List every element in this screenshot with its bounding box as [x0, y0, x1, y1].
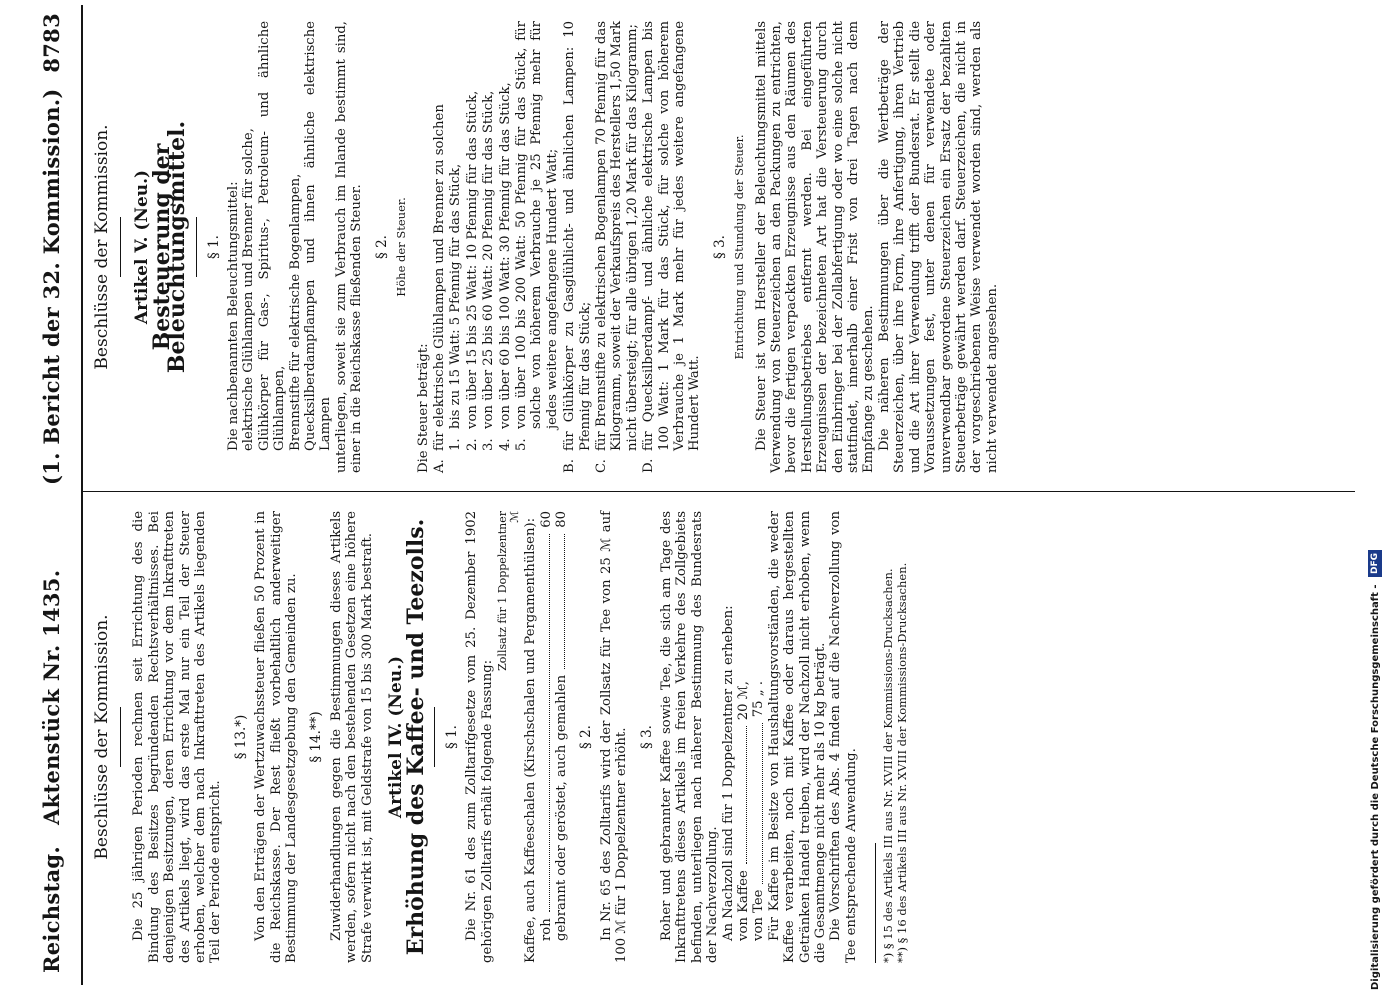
section-heading: § 2. — [578, 725, 595, 749]
article-heading: Artikel V. (Neu.) — [132, 169, 153, 325]
article-rule — [434, 707, 435, 767]
digitization-credit — [1366, 10, 1383, 990]
rotated-page — [25, 5, 1375, 985]
rate-heading-text: Zollsatz für 1 Doppelzentner — [496, 511, 510, 671]
tax-group — [641, 21, 703, 473]
credit-text: Digitalisierung gefördert durch die Deutsche Forschungsgemeinschaft - — [1370, 584, 1381, 990]
list-item-text: bis zu 15 Watt: 5 Pfennig für das Stück, — [448, 163, 464, 429]
list-item-number: 3. — [481, 438, 497, 451]
lighting-list — [241, 21, 333, 473]
section-heading: § 3. — [638, 725, 655, 749]
paragraph: Von den Erträgen der Wertzuwachssteuer fließen 50 Prozent in die Reichskasse. Der Rest fließt vorbehaltlich anderweitiger Bestimmung der Landesgesetzgebung den Gemeinden zu. — [253, 511, 300, 963]
tax-group-label: A. — [431, 459, 447, 473]
paragraph: Die Steuer beträgt: — [415, 343, 431, 473]
list-item-text: von über 60 bis 100 Watt: 30 Pfennig für das Stück, — [497, 82, 513, 429]
list-item — [465, 21, 480, 451]
tax-group — [562, 21, 593, 473]
tariff-row-value: 60 — [538, 511, 554, 528]
nachzoll-label: von Tee — [751, 889, 767, 941]
tariff-item-label: Kaffee, auch Kaffeeschalen (Kirschschalen und Pergamenthülsen): — [523, 517, 539, 963]
paragraph: Die 25 jährigen Perioden rechnen seit Errichtung des die Bindung des Besitzes begründenden Rechtsverhältnisses. Bei denjenigen Besitzungen, deren Errichtung vor dem Inkrafttreten des Artikels liegt, wird das erste Mal nur ein Teil der Steuer erhoben, welcher dem nach Inkrafttreten des Artikels liegenden Teil der Periode entspricht. — [131, 511, 224, 963]
tax-group-text: für Brennstifte zu elektrischen Bogenlampen 70 Pfennig für das Kilogramm, soweit der Verkaufspreis des Herstellers 1,50 Mark nicht übersteigt; für alle übrigen 1,20 Mark für das Kilogramm; — [593, 21, 640, 451]
list-item: elektrische Glühlampen und Brenner für solche, — [241, 128, 257, 451]
list-item-number: 2. — [464, 438, 480, 451]
paragraph: Roher und gebrannter Kaffee sowie Tee, die sich am Tage des Inkrafttretens dieses Artikels im freien Verkehre des Zollgebiets befinden, unterliegen nach näherer Bestimmung des Bundesrats der Nachverzollung. — [658, 511, 721, 963]
list-item — [481, 21, 496, 451]
tax-group-text: für Quecksilberdampf- und ähnliche elektrische Lampen bis 100 Watt: 1 Mark für das Stück, für solche von höherem Verbrauche je 1 Mark mehr für jedes weitere angefangene Hundert Watt. — [641, 21, 703, 451]
tax-group-text: für elektrische Glühlampen und Brenner zu solchen — [431, 104, 447, 451]
rate-unit: ℳ — [508, 511, 522, 523]
nachzoll-row — [751, 681, 766, 963]
tax-group — [594, 21, 640, 473]
paragraph: Die näheren Bestimmungen über die Wertbeträge der Steuerzeichen, über ihre Form, ihre Anfertigung, ihren Vertrieb und die Art ihrer Verwendung trifft der Bundesrat. Er stellt die Voraussetzungen fest, unter denen für verwendete oder unverwendbar gewordene Steuerzeichen ein Ersatz der bezahlten Steuerbeträge gewährt werden darf. Steuerzeichen, die nicht in der vorgeschriebenen Weise verwendet worden sind, werden als nicht verwendet angesehen. — [876, 21, 1000, 473]
tax-group-label: B. — [562, 459, 578, 473]
caption-rule — [120, 707, 121, 767]
column-caption: Beschlüsse der Kommission. — [92, 614, 112, 860]
section-heading: § 14.**) — [308, 711, 325, 763]
header-reichstag: Reichstag. — [39, 846, 64, 973]
list-item: Quecksilberdampflampen und ihnen ähnliche elektrische Lampen — [303, 21, 334, 451]
paragraph: In Nr. 65 des Zolltarifs wird der Zollsatz für Tee von 25 ℳ auf 100 ℳ für 1 Doppelzentner erhöht. — [598, 511, 630, 963]
section-heading: § 1. — [205, 235, 222, 259]
paragraph: Die Vorschriften des Abs. 4 finden auf die Nachverzollung von Tee entsprechende Anwendung. — [828, 511, 859, 963]
rate-column-heading — [497, 511, 521, 963]
paragraph: Für Kaffee im Besitze von Haushaltungsvorständen, die weder Kaffee verarbeiten, noch mit Kaffee oder daraus hergestellten Getränken Handel treiben, wird der Nachzoll nicht erhoben, wenn die Gesamtmenge nicht mehr als 10 kg beträgt. — [766, 511, 829, 963]
dot-leader — [751, 723, 762, 883]
list-item-number: 1. — [448, 438, 464, 451]
list-item-number: 5. — [513, 438, 529, 451]
list-item-text: von über 100 bis 200 Watt: 50 Pfennig für das Stück, für solche von höherem Verbrauche je 25 Pfennig mehr für jedes weitere angefangene Hundert Watt; — [513, 21, 560, 429]
list-item-text: von über 25 bis 60 Watt: 20 Pfennig für das Stück, — [481, 90, 497, 429]
caption-rule — [120, 217, 121, 277]
list-item-text: von über 15 bis 25 Watt: 10 Pfennig für das Stück, — [464, 90, 480, 429]
section-heading: § 13.*) — [232, 714, 249, 760]
section-heading: § 1. — [443, 725, 460, 749]
dot-leader — [736, 726, 747, 864]
footnote-rule — [875, 843, 876, 963]
credit-line — [1366, 10, 1383, 990]
dfg-logo: DFG — [1368, 550, 1382, 577]
column-caption: Beschlüsse der Kommission. — [92, 124, 112, 370]
paragraph: unterliegen, soweit sie zum Verbrauch im Inlande bestimmt sind, einer in die Reichskasse fließenden Steuer. — [333, 21, 365, 473]
section-subheading: Entrichtung und Stundung der Steuer. — [732, 134, 747, 360]
tax-group-body — [432, 21, 561, 451]
article-rule — [196, 217, 197, 277]
section-heading: § 2. — [373, 235, 390, 259]
section-subheading: Höhe der Steuer. — [394, 197, 409, 297]
paragraph: Die nachbenannten Beleuchtungsmittel: — [226, 181, 242, 451]
tariff-row-label: gebrannt oder geröstet, auch gemahlen — [553, 674, 569, 941]
header-aktenstueck: Aktenstück Nr. 1435. — [39, 569, 64, 825]
tax-group-label: D. — [641, 458, 657, 473]
footnote: *) § 15 des Artikels III aus Nr. XVIII der Kommissions-Drucksachen. — [881, 568, 896, 963]
tariff-row-value: 80 — [553, 511, 569, 528]
left-column — [91, 511, 909, 963]
section-heading: § 3. — [711, 235, 728, 259]
dot-leader — [554, 534, 565, 669]
paragraph: Die Nr. 61 des zum Zolltarifgesetze vom 25. Dezember 1902 gehörigen Zolltarifs erhält folgende Fassung: — [464, 511, 495, 963]
tax-group-label: C. — [593, 459, 609, 473]
article-title: Besteuerung der Beleuchtungsmittel. — [148, 120, 191, 374]
column-divider — [83, 491, 1355, 492]
paragraph: An Nachzoll sind für 1 Doppelzentner zu erheben: — [720, 605, 736, 941]
tax-group-text: für Glühkörper zu Gasglühlicht- und ähnlichen Lampen: 10 Pfennig für das Stück; — [562, 21, 593, 451]
tax-group — [432, 21, 561, 473]
article-heading: Artikel IV. (Neu.) — [386, 655, 407, 819]
list-item — [448, 21, 463, 451]
page-number: 8783 — [39, 13, 64, 73]
article-title: Erhöhung des Kaffee- und Teezolls. — [402, 518, 429, 956]
list-item: Brennstifte für elektrische Bogenlampen, — [287, 173, 303, 451]
tariff-row — [554, 511, 569, 963]
list-item — [498, 21, 513, 451]
paragraph: Die Steuer ist vom Hersteller der Beleuchtungsmittel mittels Verwendung von Steuerzeichen an den Packungen zu entrichten, bevor die fertigen verpackten Erzeugnisse aus den Räumen des Herstellungsbetriebes entfernt werden. Bei eingeführten Erzeugnissen der bezeichneten Art hat die Versteuerung durch den Einbringer bei der Zollabfertigung oder wo eine solche nicht stattfindet, innerhalb einer Frist von drei Tagen nach dem Empfange zu geschehen. — [753, 21, 877, 473]
nachzoll-row — [736, 681, 751, 963]
page-header — [25, 5, 83, 985]
paragraph: Zuwiderhandlungen gegen die Bestimmungen dieses Artikels werden, sofern nicht nach den bestehenden Gesetzen eine höhere Strafe verwirkt ist, mit Geldstrafe von 15 bis 300 Mark bestraft. — [328, 511, 375, 963]
list-item-number: 4. — [497, 438, 513, 451]
list-item: Glühkörper für Gas-, Spiritus-, Petroleum- und ähnliche Glühlampen, — [256, 21, 288, 451]
list-item — [514, 21, 560, 451]
nachzoll-label: von Kaffee — [736, 870, 751, 941]
nachzoll-value: 75 „ . — [751, 681, 767, 718]
right-column — [91, 21, 1000, 473]
dot-leader — [539, 534, 550, 912]
footnote: **) § 16 des Artikels III aus Nr. XVIII der Kommissions-Drucksachen. — [894, 562, 909, 963]
tariff-row — [539, 511, 554, 963]
tariff-row-label: roh — [538, 918, 554, 941]
header-bericht: (1. Bericht der 32. Kommission.) — [39, 88, 64, 485]
nachzoll-value: 20 ℳ, — [736, 681, 751, 721]
